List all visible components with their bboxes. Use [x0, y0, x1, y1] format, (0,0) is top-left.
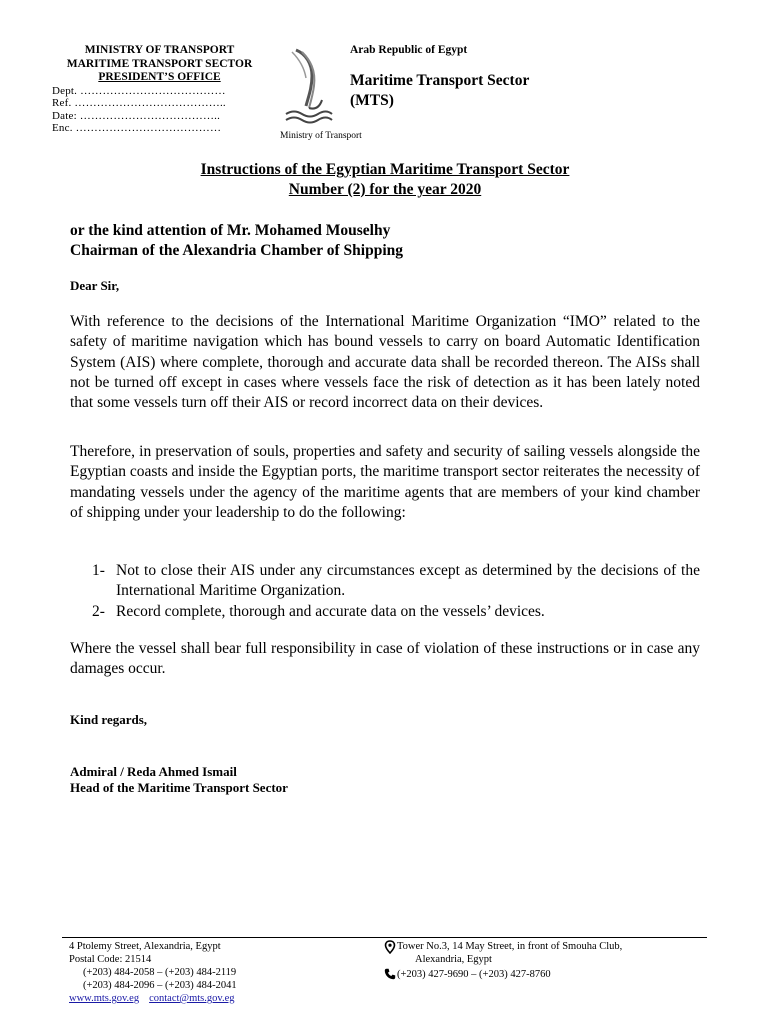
- logo-caption: Ministry of Transport: [280, 131, 362, 141]
- footer-phone: (+203) 427-9690 – (+203) 427-8760: [397, 969, 551, 980]
- footer-divider: [62, 937, 707, 938]
- country-name: Arab Republic of Egypt: [350, 44, 468, 56]
- footer-links: [69, 992, 244, 1005]
- signature-block: [70, 764, 288, 795]
- salutation: Dear Sir,: [70, 278, 120, 293]
- sector-name: MARITIME TRANSPORT SECTOR: [66, 57, 253, 70]
- body-paragraph-3: Where the vessel shall bear full responsibility in case of violation of these instructions or in case any damages occur.: [70, 640, 700, 678]
- closing: Kind regards,: [70, 712, 148, 727]
- sector-title-line2: (MTS): [350, 92, 394, 109]
- list-item: [92, 602, 700, 622]
- date-field: Date: ………………………………..: [52, 109, 221, 122]
- list-item-text: Not to close their AIS under any circumstances except as determined by the decisions of the International Maritime Organization.: [116, 562, 700, 600]
- office-name: PRESIDENT’S OFFICE: [98, 71, 221, 83]
- ministry-name: MINISTRY OF TRANSPORT: [84, 44, 235, 56]
- document-title: [0, 160, 770, 200]
- signatory-name: Admiral / Reda Ahmed Ismail: [70, 764, 237, 779]
- letterhead-right: [350, 44, 529, 111]
- footer-left: [69, 940, 244, 1005]
- phone-icon: [383, 968, 397, 980]
- sector-title-line1: Maritime Transport Sector: [350, 72, 530, 89]
- footer-right: [383, 940, 622, 981]
- instruction-list: [92, 561, 700, 622]
- website-link[interactable]: www.mts.gov.eg: [69, 993, 140, 1004]
- body-paragraph-2: Therefore, in preservation of souls, properties and safety and security of sailing vessels alongside the Egyptian coasts and inside the Egyptian ports, the maritime transport sector reiterates the necessity of mandating vessels under the agency of the maritime agents that are members of your kind chamber of shipping under your leadership to do the following:: [70, 443, 700, 521]
- body-paragraph-1: With reference to the decisions of the International Maritime Organization “IMO” related to the safety of maritime navigation which has bound vessels to carry on board Automatic Identification System (AIS) where complete, thorough and accurate data shall be recorded thereon. The AISs shall not be turned off except in cases where vessels face the risk of detection as it has been lately noted that some vessels turn off their AIS or record incorrect data on their devices.: [70, 313, 700, 412]
- sector-title: [350, 71, 529, 111]
- list-item-number: 2-: [92, 602, 105, 620]
- footer-phone-1: (+203) 484-2058 – (+203) 484-2119: [83, 967, 237, 978]
- list-item-text: Record complete, thorough and accurate data on the vessels’ devices.: [116, 602, 545, 620]
- signatory-title: Head of the Maritime Transport Sector: [70, 779, 288, 795]
- footer-location-row: [383, 940, 622, 966]
- footer-address-line1: Tower No.3, 14 May Street, in front of Smouha Club,: [397, 941, 623, 952]
- list-item: [92, 561, 700, 602]
- addressee: [70, 221, 403, 261]
- ref-field: Ref. …………………………………..: [52, 97, 226, 109]
- addressee-line1: or the kind attention of Mr. Mohamed Mouselhy: [70, 222, 391, 239]
- footer-postal-code: Postal Code: 21514: [69, 954, 152, 965]
- location-pin-icon: [383, 940, 397, 954]
- footer-address-line2: Alexandria, Egypt: [415, 954, 492, 965]
- footer-phone-row: [383, 968, 622, 981]
- enc-field: Enc. …………………………………: [52, 122, 222, 134]
- letterhead-left: [52, 44, 267, 135]
- addressee-line2: Chairman of the Alexandria Chamber of Shipping: [70, 242, 404, 259]
- dept-field: Dept. …………………………………: [52, 84, 226, 97]
- footer-address: 4 Ptolemy Street, Alexandria, Egypt: [69, 941, 221, 952]
- ministry-emblem-icon: [276, 46, 338, 126]
- title-line1: Instructions of the Egyptian Maritime Transport Sector: [200, 161, 570, 178]
- list-item-number: 1-: [92, 562, 105, 579]
- email-link[interactable]: contact@mts.gov.eg: [149, 993, 235, 1004]
- footer-phone-2: (+203) 484-2096 – (+203) 484-2041: [83, 980, 237, 991]
- title-line2: Number (2) for the year 2020: [288, 181, 482, 198]
